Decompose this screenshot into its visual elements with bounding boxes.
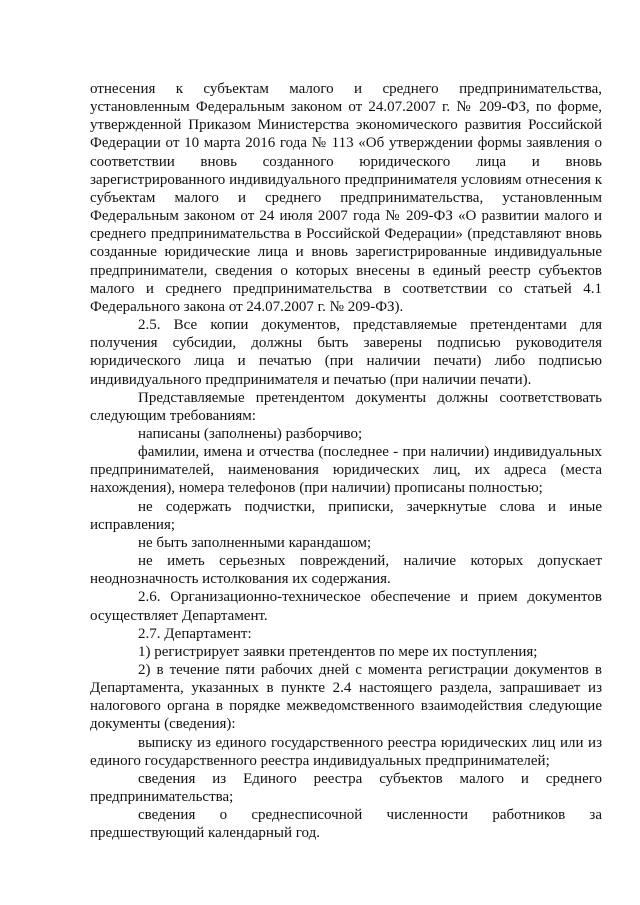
list-item-egrul-extract: выписку из единого государственного реестра юридических лиц или из единого государственного реестра индивидуальных предпринимателей; — [90, 734, 602, 769]
paragraph-2-5: 2.5. Все копии документов, представляемые претендентами для получения субсидии, должны быть заверены подписью руководителя юридического лица и печатью (при наличии печати) либо подписью индивидуального предпринимателя и печатью (при наличии печати). — [90, 317, 602, 388]
list-item-no-corrections: не содержать подчистки, приписки, зачеркнутые слова и иные исправления; — [90, 498, 602, 533]
list-item-2-requests: 2) в течение пяти рабочих дней с момента регистрации документов в Департамента, указанных в пункте 2.4 настоящего раздела, запрашивает из налогового органа в порядке межведомственного взаимодействия следующие документы (сведения): — [90, 662, 602, 733]
list-item-sme-registry: сведения из Единого реестра субъектов малого и среднего предпринимательства; — [90, 770, 602, 806]
list-item-no-pencil: не быть заполненными карандашом; — [138, 534, 372, 551]
list-item-no-damage: не иметь серьезных повреждений, наличие которых допускает неоднозначность истолкования их содержания. — [90, 553, 602, 588]
document-page — [90, 80, 602, 843]
list-item-headcount: сведения о среднесписочной численности работников за предшествующий календарный год. — [90, 807, 602, 842]
list-item-names-addresses: фамилии, имена и отчества (последнее - при наличии) индивидуальных предпринимателей, наименования юридических лиц, их адреса (места нахождения), номера телефонов (при наличии) прописаны полностью; — [90, 444, 602, 497]
paragraph-requirements-intro: Представляемые претендентом документы должны соответствовать следующим требованиям: — [90, 389, 602, 424]
paragraph-2-7: 2.7. Департамент: — [138, 625, 252, 642]
list-item-legible: написаны (заполнены) разборчиво; — [138, 425, 363, 442]
paragraph-2-6: 2.6. Организационно-техническое обеспечение и прием документов осуществляет Департамент. — [90, 589, 602, 624]
list-item-1-registers: 1) регистрирует заявки претендентов по мере их поступления; — [138, 643, 538, 660]
paragraph-continuation: отнесения к субъектам малого и среднего предпринимательства, установленным Федеральным законом от 24.07.2007 г. № 209-ФЗ, по форме, утвержденной Приказом Министерства экономического развития Российской Федерации от 10 марта 2016 года № 113 «Об утверждении формы заявления о соответствии вновь созданного юридического лица и вновь зарегистрированного индивидуального предпринимателя условиям отнесения к субъектам малого и среднего предпринимательства, установленным Федеральным законом от 24 июля 2007 года № 209-ФЗ «О развитии малого и среднего предпринимательства в Российской Федерации» (представляют вновь созданные юридические лица и вновь зарегистрированные индивидуальные предприниматели, сведения о которых внесены в единый реестр субъектов малого и среднего предпринимательства в соответствии со статьей 4.1 Федерального закона от 24.07.2007 г. № 209-ФЗ). — [90, 81, 602, 315]
